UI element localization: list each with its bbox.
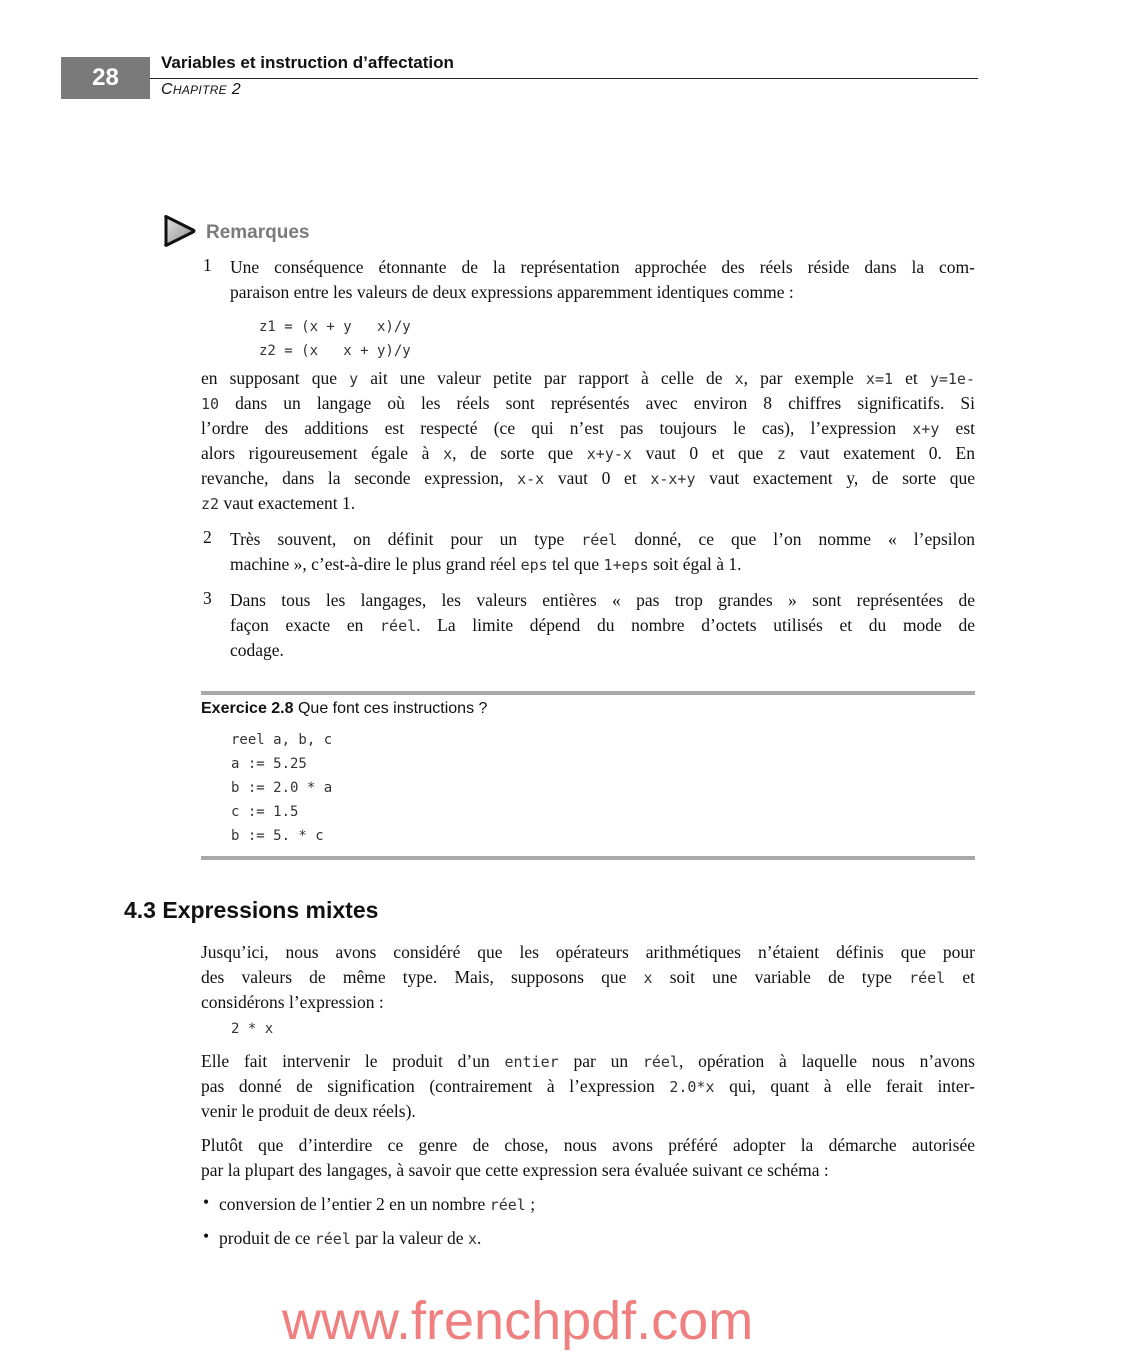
inline-code: x+y-x [586,445,632,463]
bullet-item [219,1226,481,1252]
inline-code: 1+eps [603,556,649,574]
text-line [201,416,975,442]
inline-code: x [467,1230,477,1248]
text-span: tel que [547,554,604,574]
text-span: l’ordre des additions est respecté (ce qui n’est pas toujours le cas), l’expression [201,418,913,438]
text-span: vaut 0 et [544,468,651,488]
text-span: produit de ce [219,1228,315,1248]
text-span: par un [558,1051,643,1071]
inline-code: x [443,445,453,463]
text-span: des valeurs de même type. Mais, supposons que [201,967,644,987]
remarques-title: Remarques [206,222,310,243]
text-line [230,638,284,663]
inline-code: x [734,370,744,388]
header-rule [150,78,978,79]
watermark: www.frenchpdf.com [282,1291,754,1351]
text-span: Plutôt que d’interdire ce genre de chose, nous avons préféré adopter la démarche autorisée [201,1135,975,1155]
text-line [201,391,975,417]
text-span: codage. [230,640,284,660]
section-title: 4.3 Expressions mixtes [124,897,379,923]
inline-code: réel [909,969,946,987]
text-span: vaut exatement 0. En [785,443,975,463]
text-span: , opération à laquelle nous n’avons [679,1051,975,1071]
text-line [230,588,975,613]
exercise-label: Exercice 2.8 [201,700,294,717]
inline-code: réel [581,531,618,549]
exercise-top-rule [201,691,975,695]
text-span: considérons l’expression : [201,992,384,1012]
item-number: 3 [203,588,212,608]
text-span: en supposant que [201,368,350,388]
item-number: 1 [203,255,212,275]
text-span: ; [525,1194,536,1214]
text-line [201,940,975,965]
text-span: , de sorte que [452,443,587,463]
text-span: revanche, dans la seconde expression, [201,468,518,488]
text-span: donné, ce que l’on nomme « l’epsilon [617,529,975,549]
text-span: soit une variable de type [652,967,910,987]
text-line [201,1158,829,1183]
chapter-label-rest: HAPITRE [172,83,227,97]
exercise-bottom-rule [201,856,975,860]
inline-code: entier [504,1053,559,1071]
text-span: Une conséquence étonnante de la représentation approchée des réels réside dans la com- [230,257,975,277]
page-number: 28 [61,57,150,99]
inline-code: z2 [201,495,220,513]
item-number: 2 [203,527,212,547]
code-line: z1 = (x + y x)/y [259,319,411,335]
text-span: . La limite dépend du nombre d’octets utilisés et du mode de [416,615,975,635]
inline-code: x+y [912,420,940,438]
inline-code: z [776,445,786,463]
text-line [230,255,975,280]
inline-code: réel [642,1053,679,1071]
inline-code: x-x+y [650,470,696,488]
inline-code: réel [380,617,417,635]
chapter-number: 2 [226,81,241,98]
code-line: a := 5.25 [231,756,307,772]
text-line [230,552,742,578]
inline-code: eps [520,556,548,574]
text-line [201,441,975,467]
text-span: qui, quant à elle ferait inter- [714,1076,975,1096]
text-span: soit égal à 1. [648,554,742,574]
text-line [201,990,384,1015]
text-span: pas donné de signification (contrairement à l’expression [201,1076,670,1096]
text-span: paraison entre les valeurs de deux expressions apparemment identiques comme : [230,282,794,302]
text-span: vaut exactement y, de sorte que [695,468,976,488]
inline-code: y [349,370,359,388]
inline-code: y=1e- [929,370,975,388]
bullet-item [219,1192,535,1218]
text-span: Jusqu’ici, nous avons considéré que les opérateurs arithmétiques n’étaient définis que pour [201,942,975,962]
text-line [230,613,975,639]
text-line [230,527,975,553]
code-line: reel a, b, c [231,732,333,748]
bullet-icon: • [203,1192,210,1212]
bullet-icon: • [203,1226,210,1246]
text-line [201,965,975,991]
code-line: b := 5. * c [231,828,324,844]
code-line: c := 1.5 [231,804,299,820]
inline-code: 10 [201,395,220,413]
inline-code: 2.0*x [669,1078,715,1096]
exercise-question: Que font ces instructions ? [293,700,488,717]
exercise-heading [201,700,487,718]
chapter-label-initial: C [161,81,173,98]
text-span: . [476,1228,482,1248]
code-line: b := 2.0 * a [231,780,333,796]
text-line [201,1099,416,1124]
text-span: conversion de l’entier 2 en un nombre [219,1194,490,1214]
chapter-label [161,81,241,99]
text-line [201,1133,975,1158]
text-span: par la valeur de [350,1228,468,1248]
text-span: Elle fait intervenir le produit d’un [201,1051,505,1071]
inline-code: x [643,969,653,987]
text-line [201,1049,975,1075]
inline-code: x-x [517,470,545,488]
text-span: et [893,368,930,388]
text-span: est [939,418,975,438]
text-span: vaut exactement 1. [219,493,356,513]
text-span: vaut 0 et que [631,443,777,463]
text-span: façon exacte en [230,615,381,635]
code-line: 2 * x [231,1021,274,1037]
code-line: z2 = (x x + y)/y [259,343,411,359]
text-span: venir le produit de deux réels). [201,1101,416,1121]
text-span: et [945,967,975,987]
inline-code: x=1 [865,370,894,388]
text-line [201,1074,975,1100]
text-span: dans un langage où les réels sont représentés avec environ 8 chiffres significatifs. Si [219,393,975,413]
play-arrow-icon [162,214,196,248]
text-line [201,466,975,492]
text-span: ait une valeur petite par rapport à celle de [358,368,735,388]
text-line [201,366,975,392]
inline-code: réel [489,1196,526,1214]
text-line [201,491,355,517]
text-span: par la plupart des langages, à savoir que cette expression sera évaluée suivant ce schéma : [201,1160,829,1180]
text-line [230,280,794,305]
chapter-title: Variables et instruction d’affectation [161,53,454,72]
text-span: , par exemple [743,368,866,388]
text-span: machine », c’est-à-dire le plus grand réel [230,554,521,574]
text-span: Très souvent, on définit pour un type [230,529,582,549]
text-span: alors rigoureusement égale à [201,443,444,463]
inline-code: réel [314,1230,351,1248]
text-span: Dans tous les langages, les valeurs entières « pas trop grandes » sont représentées de [230,590,975,610]
